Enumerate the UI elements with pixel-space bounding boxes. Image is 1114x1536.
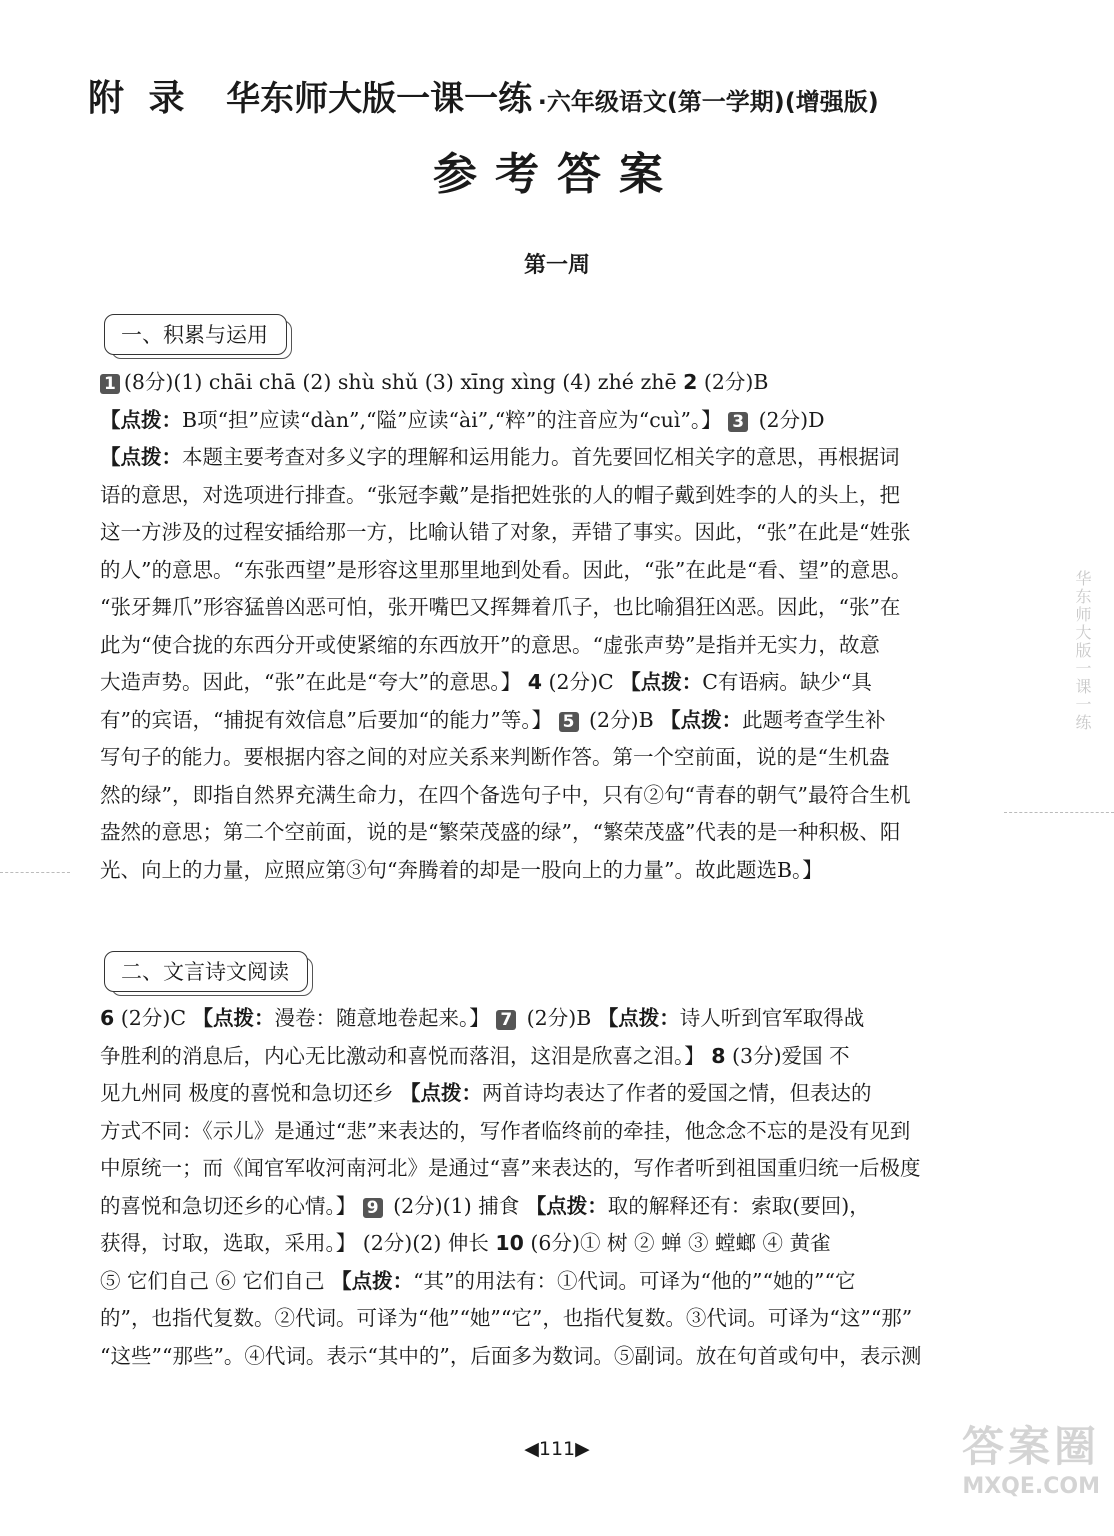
answer-text: (2分)(1) 捕食: [386, 1193, 526, 1218]
answer-text: 此题考查学生补: [742, 707, 886, 732]
answer-text: 这一方涉及的过程安插给那一方，比喻认错了对象，弄错了事实。因此，“张”在此是“姓张: [100, 520, 911, 544]
answer-text: 中原统一；而《闻官军收河南河北》是通过“喜”来表达的，写作者听到祖国重归统一后极度: [100, 1156, 921, 1180]
section-classical-reading-answers: [100, 1000, 968, 1375]
answer-text: (3分)爱国 不: [725, 1043, 850, 1068]
question-number-badge: 5: [559, 712, 579, 732]
answer-line: [100, 1300, 968, 1338]
page-header: [88, 70, 879, 121]
answer-line: [100, 552, 968, 590]
answer-text: 方式不同：《示儿》是通过“悲”来表达的，写作者临终前的牵挂，他念念不忘的是没有见到: [100, 1118, 911, 1143]
week-heading: 第一周: [523, 252, 590, 278]
hint-label: 【点拨：: [620, 670, 703, 694]
answer-text: (2分)B: [582, 707, 661, 732]
answer-text: 见九州同 极度的喜悦和急切还乡: [100, 1081, 401, 1105]
question-number-badge: 7: [496, 1010, 516, 1030]
page-number: ◀111▶: [524, 1438, 590, 1460]
answer-text: “这些”“那些”。④代词。表示“其中的”，后面多为数词。⑤副词。放在句首或句中，表示测: [100, 1343, 922, 1368]
section-label-classical-reading: 二、文言诗文阅读: [104, 951, 308, 992]
answer-text: 的喜悦和急切还乡的心情。】: [100, 1193, 363, 1218]
answer-line: [100, 1188, 968, 1226]
answer-text: 取的解释还有：索取(要回)，: [607, 1193, 870, 1218]
answer-line: [100, 1000, 968, 1038]
answer-line: [100, 1150, 968, 1188]
answer-line: [100, 777, 968, 815]
question-number-badge: 1: [100, 374, 120, 394]
question-number: 8: [711, 1043, 726, 1068]
side-margin-mark: 华东师大版一课一练: [1073, 570, 1092, 732]
answer-text: (8分)(1) chāi chā (2) shù shǔ (3) xīng xìng (4) zhé zhē: [123, 370, 684, 394]
hint-label: 【点拨：: [192, 1006, 275, 1030]
answer-line: [100, 439, 968, 477]
answer-line: [100, 364, 968, 402]
answer-text: (6分)① 树 ② 蝉 ③ 螳螂 ④ 黄雀: [523, 1231, 831, 1255]
answer-line: [100, 589, 968, 627]
watermark-line1: 答案圈: [961, 1422, 1100, 1471]
answer-text: 光、向上的力量，应照应第③句“奔腾着的却是一股向上的力量”。故此题选B。】: [100, 857, 823, 882]
answer-text: 诗人听到官军取得战: [679, 1006, 865, 1030]
answer-text: 本题主要考查对多义字的理解和运用能力。首先要回忆相关字的意思，再根据词: [182, 445, 900, 469]
answer-line: [100, 627, 968, 665]
answer-text: 写句子的能力。要根据内容之间的对应关系来判断作答。第一个空前面，说的是“生机盎: [100, 745, 890, 769]
question-number-badge: 3: [728, 412, 748, 432]
margin-dash-left: [0, 872, 70, 873]
answer-text: (2分)B: [520, 1006, 598, 1030]
answer-line: [100, 852, 968, 890]
answer-line: [100, 664, 968, 702]
hint-label: 【点拨：: [331, 1268, 414, 1293]
answer-line: [100, 1263, 968, 1301]
answer-line: [100, 1225, 968, 1263]
answer-text: 大造声势。因此，“张”在此是“夸大”的意思。】: [100, 670, 528, 694]
question-number: 6: [100, 1006, 115, 1030]
answer-text: “其”的用法有：①代词。可译为“他的”“她的”“它: [413, 1268, 856, 1293]
hint-label: 【点拨：: [400, 1081, 483, 1105]
answer-text: (2分)C: [114, 1006, 193, 1030]
answer-text: “张牙舞爪”形容猛兽凶恶可怕，张开嘴巴又挥舞着爪子，也比喻猖狂凶恶。因此，“张”在: [100, 595, 901, 619]
hint-label: 【点拨：: [597, 1006, 680, 1030]
answer-line: [100, 1038, 968, 1076]
answer-text: 两首诗均表达了作者的爱国之情，但表达的: [482, 1081, 872, 1105]
answer-line: [100, 1338, 968, 1376]
answer-text: 此为“使合拢的东西分开或使紧缩的东西放开”的意思。“虚张声势”是指并无实力，故意: [100, 632, 880, 657]
page-title: 参考答案: [433, 149, 681, 200]
answer-line: [100, 814, 968, 852]
answer-text: (2分)B: [697, 370, 769, 394]
answer-text: 争胜利的消息后，内心无比激动和喜悦而落泪，这泪是欣喜之泪。】: [100, 1043, 712, 1068]
question-number-badge: 9: [363, 1198, 383, 1218]
question-number: 2: [683, 370, 698, 394]
margin-dash-right: [1004, 812, 1114, 813]
answer-line: [100, 402, 968, 440]
answer-text: 获得，讨取，选取，采用。】 (2分)(2) 伸长: [100, 1231, 496, 1255]
answer-text: 的”，也指代复数。②代词。可译为“他”“她”“它”，也指代复数。③代词。可译为“这”“那”: [100, 1306, 913, 1330]
answer-text: 语的意思，对选项进行排查。“张冠李戴”是指把姓张的人的帽子戴到姓李的人的头上，把: [100, 482, 900, 507]
question-number: 4: [527, 670, 542, 694]
header-grade: ·六年级语文(第一学期)(增强版): [537, 88, 879, 116]
answer-text: 有”的宾语，“捕捉有效信息”后要加“的能力”等。】: [100, 707, 559, 732]
section-label-accumulation: 一、积累与运用: [104, 314, 287, 355]
watermark-logo: [900, 1422, 1100, 1522]
header-series: 华东师大版一课一练: [226, 79, 533, 119]
answer-text: 盎然的意思；第二个空前面，说的是“繁荣茂盛的绿”，“繁荣茂盛”代表的是一种积极、阳: [100, 820, 901, 844]
question-number: 10: [495, 1231, 524, 1255]
answer-text: 漫卷：随意地卷起来。】: [274, 1006, 497, 1030]
answer-text: (2分)D: [752, 407, 825, 432]
answer-line: [100, 739, 968, 777]
answer-text: 的人”的意思。“东张西望”是形容这里那里地到处看。因此，“张”在此是“看、望”的意思。: [100, 557, 912, 582]
watermark-line2: MXQE.COM: [962, 1474, 1100, 1499]
answer-line: [100, 702, 968, 740]
answer-text: ⑤ 它们自己 ⑥ 它们自己: [100, 1268, 332, 1293]
hint-label: 【点拨：: [100, 445, 182, 469]
answer-line: [100, 1113, 968, 1151]
hint-label: 【点拨：: [660, 707, 743, 732]
answer-line: [100, 1075, 968, 1113]
hint-label: 【点拨：: [525, 1193, 608, 1218]
answer-text: B项“担”应读“dàn”,“隘”应读“ài”,“粹”的注音应为“cuì”。】: [182, 407, 729, 432]
header-prefix: 附 录: [88, 78, 191, 119]
answer-text: 然的绿”，即指自然界充满生命力，在四个备选句子中，只有②句“青春的朝气”最符合生机: [100, 782, 911, 807]
answer-text: C有语病。缺少“具: [702, 670, 872, 694]
section-accumulation-answers: [100, 364, 968, 889]
answer-line: [100, 514, 968, 552]
hint-label: 【点拨：: [100, 407, 182, 432]
answer-line: [100, 477, 968, 515]
answer-text: (2分)C: [541, 670, 621, 694]
